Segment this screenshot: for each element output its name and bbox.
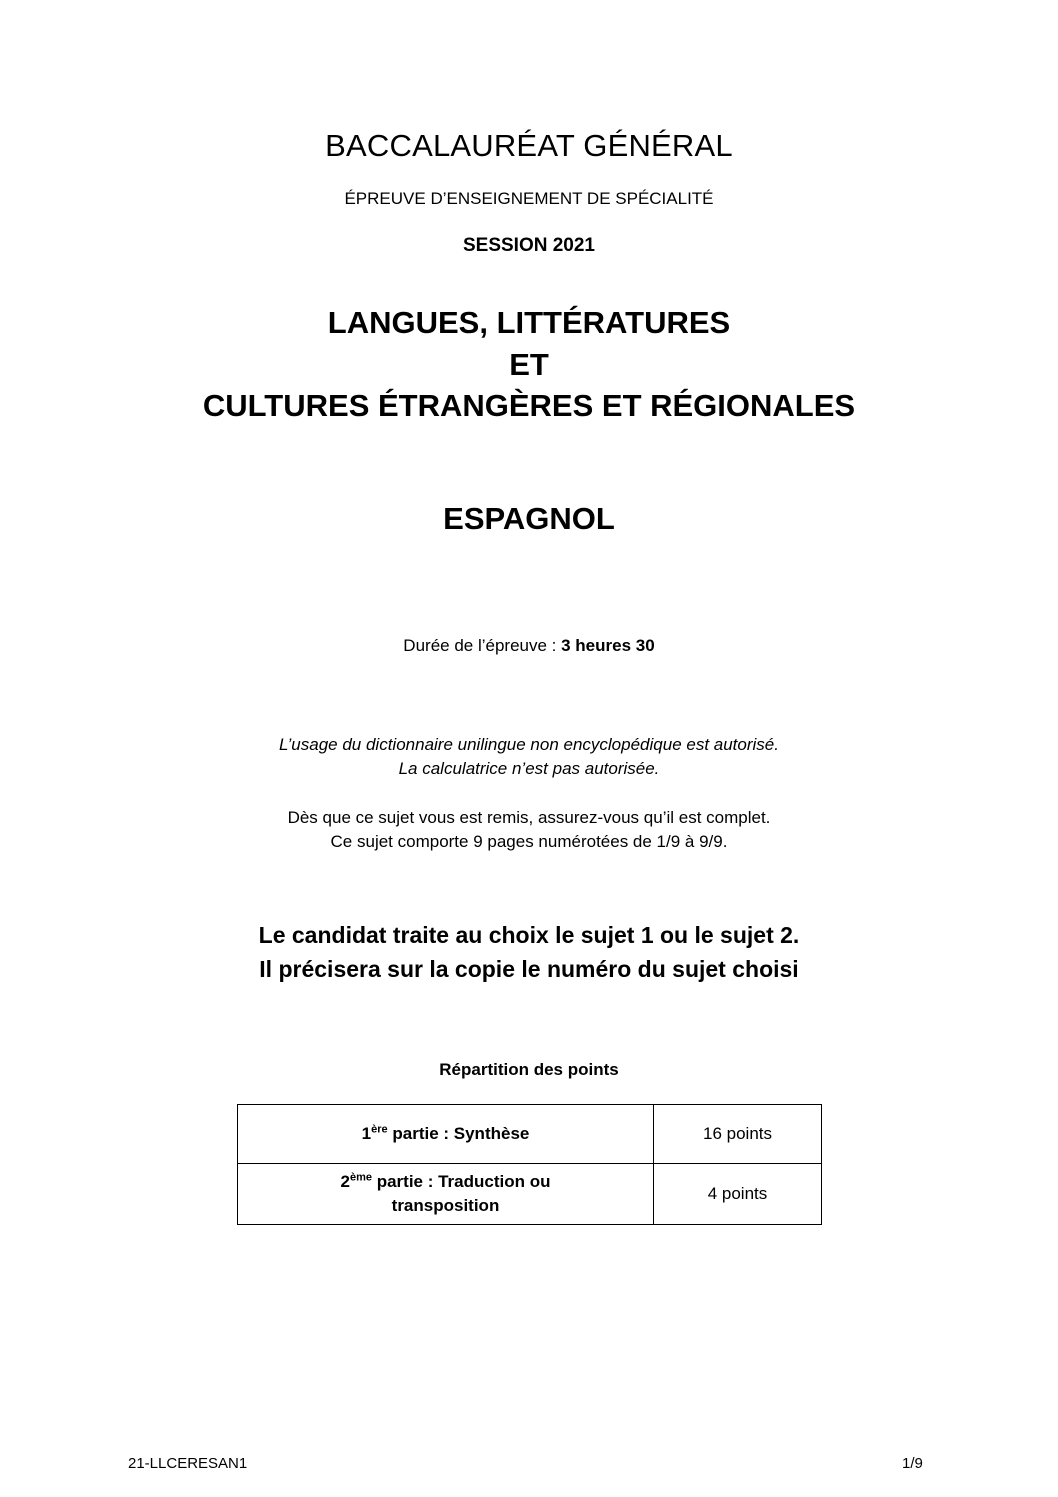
points-cell: 4 points: [654, 1164, 822, 1225]
exam-duration: [0, 634, 1058, 658]
table-row: [238, 1105, 822, 1164]
session-label: SESSION 2021: [462, 235, 596, 256]
part-label: partie : Synthèse: [387, 1124, 530, 1143]
part-cell: [238, 1164, 654, 1225]
points-table-title: Répartition des points: [439, 1060, 619, 1079]
subject-title-line-3: CULTURES ÉTRANGÈRES ET RÉGIONALES: [202, 388, 856, 423]
duration-label: Durée de l’épreuve :: [403, 636, 562, 655]
exam-subtitle: ÉPREUVE D’ENSEIGNEMENT DE SPÉCIALITÉ: [344, 189, 714, 208]
points-table: [237, 1104, 822, 1225]
part-label-continued: transposition: [391, 1196, 500, 1215]
duration-value: 3 heures 30: [561, 636, 655, 655]
subject-title-line-2: ET: [509, 347, 549, 382]
part-ordinal-suffix: ère: [371, 1123, 388, 1136]
page-count-note: Ce sujet comporte 9 pages numérotées de 1/9 à 9/9.: [330, 832, 728, 851]
exam-title: BACCALAURÉAT GÉNÉRAL: [325, 128, 733, 163]
part-ordinal: 2: [340, 1172, 350, 1191]
instruction-line-1: Le candidat traite au choix le sujet 1 ou le sujet 2.: [258, 922, 800, 948]
part-ordinal-suffix: ème: [349, 1171, 372, 1184]
language-title: ESPAGNOL: [443, 501, 615, 536]
calculator-note: La calculatrice n’est pas autorisée.: [398, 759, 660, 778]
page-number: 1/9: [902, 1455, 923, 1472]
subject-code: 21-LLCERESAN1: [128, 1455, 248, 1472]
instruction-line-2: Il précisera sur la copie le numéro du sujet choisi: [259, 956, 799, 982]
completeness-note: Dès que ce sujet vous est remis, assurez-vous qu’il est complet.: [287, 808, 771, 827]
part-label: partie : Traduction ou: [371, 1172, 551, 1191]
part-ordinal: 1: [361, 1124, 372, 1143]
table-row: [238, 1164, 822, 1225]
subject-title-line-1: LANGUES, LITTÉRATURES: [327, 305, 731, 340]
dictionary-note: L’usage du dictionnaire unilingue non encyclopédique est autorisé.: [279, 735, 779, 754]
part-cell: [238, 1105, 654, 1164]
points-cell: 16 points: [654, 1105, 822, 1164]
